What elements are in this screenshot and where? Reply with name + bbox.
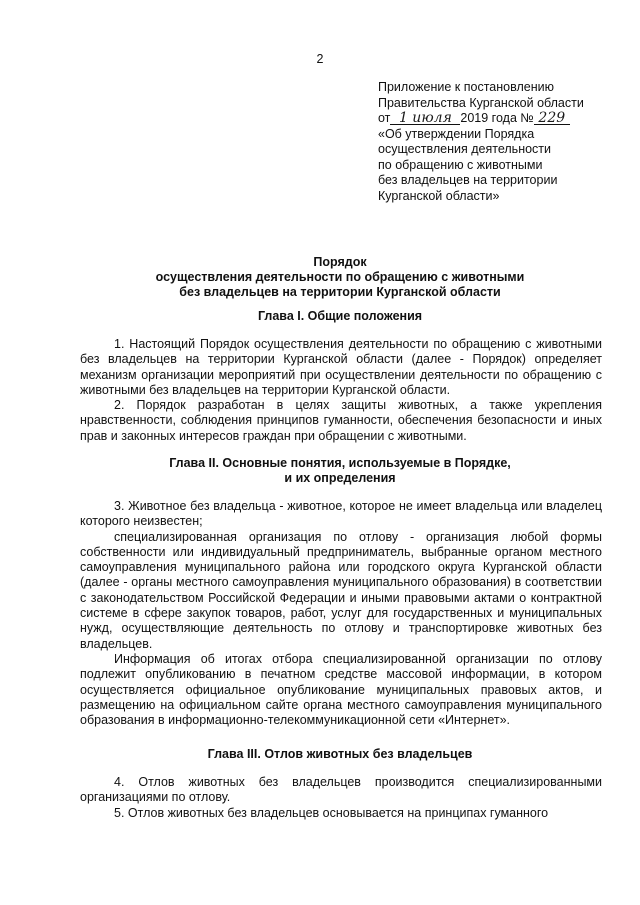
appendix-line: Правительства Курганской области xyxy=(378,95,584,110)
paragraph: специализированная организация по отлову - организация любой формы собственности или индивидуальный предприниматель, выбранные органом местного самоуправления муниципального района или городского округа Курганской области (далее - органы местного самоуправления муниципального образования) в соответствии с законодательством Российской Федерации и иными правовыми актами о контрактной системе в сфере закупок товаров, работ, услуг для государственных и муниципальных нужд, осуществляющие деятельность по отлову и транспортировке животных без владельцев. xyxy=(80,529,602,651)
title-line: без владельцев на территории Курганской области xyxy=(179,285,501,299)
chapter-2-heading-line: и их определения xyxy=(284,471,396,485)
paragraph: 5. Отлов животных без владельцев основывается на принципах гуманного xyxy=(114,805,549,820)
paragraph: 4. Отлов животных без владельцев производится специализированными организациями по отлову. xyxy=(80,775,602,805)
date-prefix: от xyxy=(378,111,391,125)
appendix-line: Приложение к постановлению xyxy=(378,80,554,94)
chapter-2-body xyxy=(80,499,602,728)
document-title xyxy=(80,255,600,300)
chapter-2-heading xyxy=(80,456,600,486)
handwritten-date: 1 июля xyxy=(390,112,460,125)
chapter-3-body xyxy=(80,775,602,821)
chapter-1-heading: Глава I. Общие положения xyxy=(257,309,423,323)
paragraph: Информация об итогах отбора специализированной организации по отлову подлежит опубликованию в печатном средстве массовой информации, в котором осуществляется официальное опубликование муниципальных правовых актов, и размещению на официальном сайте органа местного самоуправления муниципального образования в информационно-телекоммуникационной сети «Интернет». xyxy=(80,651,602,728)
appendix-line: по обращению с животными xyxy=(378,157,543,172)
appendix-line: без владельцев на территории xyxy=(378,173,558,187)
paragraph: 1. Настоящий Порядок осуществления деятельности по обращению с животными без владельцев на территории Курганской области (далее - Порядок) определяет механизм организации мероприятий при осуществлении деятельности по обращению с животными без владельцев на территории Курганской области. xyxy=(80,337,602,397)
chapter-2-heading-line: Глава II. Основные понятия, используемые в Порядке, xyxy=(169,456,511,470)
chapter-3-heading: Глава III. Отлов животных без владельцев xyxy=(207,747,473,761)
chapter-1-body xyxy=(80,337,602,444)
page-number: 2 xyxy=(316,52,324,66)
paragraph: 2. Порядок разработан в целях защиты животных, а также укрепления нравственности, соблюдения принципов гуманности, обеспечения безопасности и иных прав и законных интересов граждан при обращении с животными. xyxy=(80,398,602,443)
title-line: Порядок xyxy=(313,255,367,269)
paragraph: 3. Животное без владельца - животное, которое не имеет владельца или владелец которого неизвестен; xyxy=(80,499,602,529)
title-line: осуществления деятельности по обращению с животными xyxy=(155,270,525,284)
appendix-line: осуществления деятельности xyxy=(378,142,552,156)
appendix-line: Курганской области» xyxy=(378,188,500,203)
appendix-header xyxy=(378,80,618,204)
appendix-line: «Об утверждении Порядка xyxy=(378,126,535,141)
date-year: 2019 года № xyxy=(460,111,534,125)
appendix-date-line xyxy=(378,111,618,127)
handwritten-number: 229 xyxy=(534,112,570,125)
